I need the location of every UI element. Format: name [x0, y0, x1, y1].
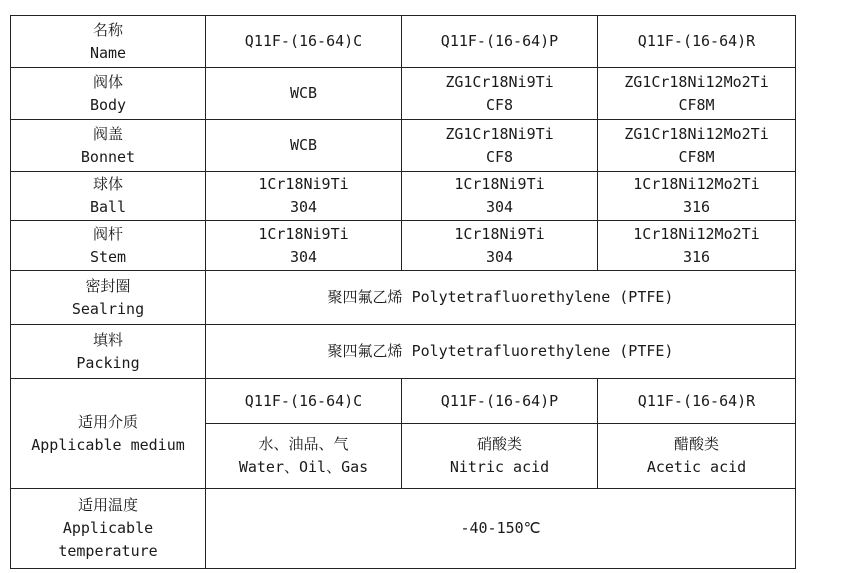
material-grade: ZG1Cr18Ni9Ti [445, 72, 554, 91]
row-name [11, 16, 796, 68]
medium-r [598, 424, 796, 489]
label-stem [11, 221, 206, 271]
label-en: Stem [89, 247, 127, 266]
medium-c [206, 424, 402, 489]
ball-p [402, 172, 598, 221]
medium-cn: 硝酸类 [476, 435, 522, 453]
sealring-value: 聚四氟乙烯 Polytetrafluorethylene (PTFE) [206, 271, 796, 325]
label-body [11, 68, 206, 120]
body-c: WCB [206, 68, 402, 120]
medium-head-r: Q11F-(16-64)R [598, 379, 796, 424]
row-body [11, 68, 796, 120]
label-temperature [11, 489, 206, 569]
material-std: 304 [485, 198, 514, 216]
label-en: Name [89, 43, 127, 62]
label-cn: 阀杆 [92, 224, 123, 243]
row-packing [11, 325, 796, 379]
packing-value: 聚四氟乙烯 Polytetrafluorethylene (PTFE) [206, 325, 796, 379]
material-std: CF8 [485, 147, 514, 166]
material-std: CF8M [678, 95, 715, 114]
ball-r [598, 172, 796, 221]
model-r: Q11F-(16-64)R [598, 16, 796, 68]
label-en: Packing [76, 353, 140, 372]
bonnet-c: WCB [206, 120, 402, 172]
row-bonnet [11, 120, 796, 172]
material-std: CF8M [678, 147, 715, 166]
medium-en: Acetic acid [646, 458, 747, 476]
label-en: Applicable medium [31, 435, 185, 454]
material-std: 304 [289, 247, 318, 266]
material-grade: 1Cr18Ni9Ti [258, 224, 349, 243]
material-std: 304 [289, 198, 318, 216]
material-grade: 1Cr18Ni9Ti [454, 175, 545, 193]
label-bonnet [11, 120, 206, 172]
label-en: Body [89, 95, 127, 114]
stem-p [402, 221, 598, 271]
material-grade: ZG1Cr18Ni12Mo2Ti [624, 72, 769, 91]
medium-en: Nitric acid [449, 458, 550, 476]
valve-spec-table [10, 15, 796, 569]
label-name [11, 16, 206, 68]
label-en: Bonnet [80, 147, 136, 166]
temperature-value: -40-150℃ [206, 489, 796, 569]
label-cn: 名称 [92, 20, 123, 39]
ball-c [206, 172, 402, 221]
label-cn: 阀体 [92, 72, 123, 91]
label-medium [11, 379, 206, 489]
model-c: Q11F-(16-64)C [206, 16, 402, 68]
stem-c [206, 221, 402, 271]
row-ball [11, 172, 796, 221]
label-en: temperature [58, 542, 158, 560]
body-r [598, 68, 796, 120]
material-std: 304 [485, 247, 514, 266]
label-cn: 阀盖 [92, 124, 123, 143]
medium-cn: 醋酸类 [673, 435, 719, 453]
label-cn: 球体 [92, 175, 123, 193]
label-en: Sealring [71, 299, 145, 318]
model-p: Q11F-(16-64)P [402, 16, 598, 68]
row-temperature [11, 489, 796, 569]
label-cn: 适用介质 [77, 412, 138, 431]
material-grade: 1Cr18Ni12Mo2Ti [633, 175, 760, 193]
row-sealring [11, 271, 796, 325]
material-grade: 1Cr18Ni9Ti [258, 175, 349, 193]
medium-head-c: Q11F-(16-64)C [206, 379, 402, 424]
label-en: Ball [89, 198, 127, 216]
medium-en: Water、Oil、Gas [238, 458, 369, 476]
material-std: 316 [682, 247, 711, 266]
material-grade: 1Cr18Ni9Ti [454, 224, 545, 243]
label-cn: 适用温度 [77, 496, 138, 514]
label-ball [11, 172, 206, 221]
bonnet-r [598, 120, 796, 172]
label-sealring [11, 271, 206, 325]
material-grade: ZG1Cr18Ni12Mo2Ti [624, 124, 769, 143]
material-std: CF8 [485, 95, 514, 114]
material-std: 316 [682, 198, 711, 216]
bonnet-p [402, 120, 598, 172]
material-grade: ZG1Cr18Ni9Ti [445, 124, 554, 143]
body-p [402, 68, 598, 120]
label-en: Applicable [62, 519, 154, 537]
label-cn: 填料 [92, 330, 123, 349]
stem-r [598, 221, 796, 271]
material-grade: 1Cr18Ni12Mo2Ti [633, 224, 760, 243]
medium-p [402, 424, 598, 489]
row-stem [11, 221, 796, 271]
row-medium-head [11, 379, 796, 424]
label-cn: 密封圈 [85, 276, 131, 295]
medium-cn: 水、油品、气 [258, 435, 349, 453]
label-packing [11, 325, 206, 379]
medium-head-p: Q11F-(16-64)P [402, 379, 598, 424]
